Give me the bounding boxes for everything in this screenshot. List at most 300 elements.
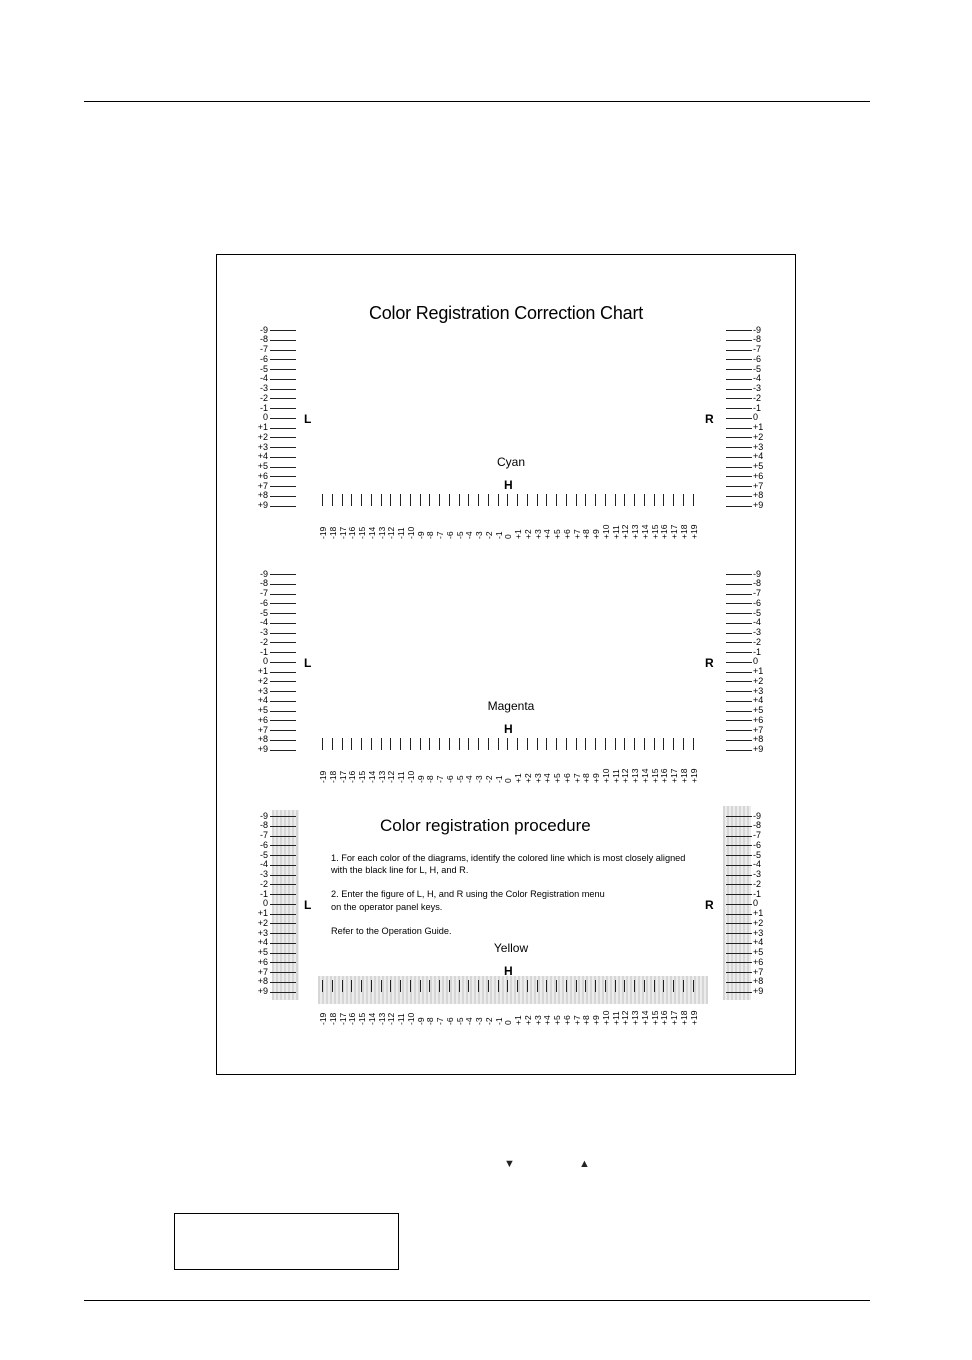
procedure-step1-line1: 1. For each color of the diagrams, identify the colored line which is most closely aligned [331, 853, 686, 863]
bottom-scale-label: -1 [493, 775, 504, 783]
right-scale-line [726, 816, 752, 817]
left-scale-label: +8 [257, 490, 268, 501]
chart-title: Color Registration Correction Chart [368, 303, 644, 323]
bottom-scale-line [654, 738, 655, 750]
bottom-scale-line [663, 494, 664, 506]
right-scale-label: -9 [753, 324, 762, 335]
bottom-scale-label: +6 [561, 529, 572, 539]
bottom-scale-label: 0 [503, 778, 514, 783]
right-scale-label: -8 [753, 820, 762, 831]
bottom-scale-label: +17 [669, 524, 679, 539]
procedure-step2-line2: on the operator panel keys. [331, 902, 443, 912]
left-scale-line [270, 398, 296, 399]
bottom-scale-line [566, 494, 567, 506]
right-scale-label: +6 [753, 714, 764, 725]
bottom-scale-label: +7 [571, 1015, 582, 1025]
bottom-scale-label: +15 [649, 1010, 660, 1025]
bottom-scale-line [488, 494, 489, 506]
right-scale-label: -6 [753, 839, 762, 850]
right-scale-line [726, 428, 752, 429]
bottom-scale-line [429, 738, 430, 750]
bottom-scale-line [654, 494, 655, 506]
bottom-scale-label: -17 [337, 770, 348, 783]
bottom-scale-line [624, 738, 625, 750]
left-scale-line [270, 836, 296, 837]
left-scale-label: 0 [262, 412, 268, 423]
bottom-scale-line [644, 980, 645, 992]
left-scale-label: +5 [257, 705, 268, 716]
bottom-scale-line [585, 980, 586, 992]
left-scale-label: +2 [257, 917, 268, 928]
left-scale-line [270, 720, 296, 721]
bottom-scale-line [644, 738, 645, 750]
bottom-scale-label: -17 [337, 1012, 348, 1025]
right-scale-line [726, 603, 752, 604]
bottom-scale-line [468, 738, 469, 750]
bottom-scale-line [634, 738, 635, 750]
right-scale-label: -4 [753, 859, 762, 870]
right-scale-label: -8 [753, 334, 762, 345]
bottom-scale-line [351, 980, 352, 992]
left-scale-label: +7 [257, 966, 268, 977]
right-scale-line [726, 330, 752, 331]
bottom-scale-label: +15 [649, 768, 660, 783]
bottom-scale-label: -12 [386, 526, 397, 539]
right-scale-label: -9 [753, 568, 762, 579]
left-scale-line [270, 447, 296, 448]
bottom-scale-label: -14 [366, 770, 377, 783]
left-scale-line [270, 982, 296, 983]
bottom-scale-label: +1 [513, 529, 523, 539]
left-scale-label: -1 [259, 646, 268, 657]
bottom-scale-line [673, 494, 674, 506]
bottom-scale-line [546, 738, 547, 750]
left-scale-label: 0 [262, 656, 268, 667]
bottom-scale-line [585, 738, 586, 750]
left-scale-label: +1 [257, 666, 268, 677]
right-scale-label: +8 [753, 976, 764, 987]
left-scale-label: -8 [259, 820, 268, 831]
right-scale-row [726, 745, 771, 756]
bottom-scale-label: +13 [630, 768, 640, 783]
bottom-scale-label: +4 [542, 1015, 553, 1025]
left-scale-label: -5 [259, 849, 268, 860]
bottom-scale-line [361, 738, 362, 750]
bottom-scale-label: +14 [639, 1010, 650, 1025]
right-scale-line [726, 486, 752, 487]
left-scale-label: -6 [259, 353, 268, 364]
up-triangle-icon: ▲ [579, 1158, 590, 1170]
left-scale-label: +9 [257, 744, 268, 755]
bottom-scale-label: -12 [386, 1012, 397, 1025]
bottom-scale-line [507, 738, 508, 750]
left-scale-label: -5 [259, 363, 268, 374]
bottom-scale-label: +1 [513, 1015, 523, 1025]
bottom-scale-label: +19 [688, 768, 699, 783]
bottom-scale-label: -8 [425, 531, 436, 539]
right-scale-label: -8 [753, 578, 762, 589]
right-scale-label: +4 [753, 695, 764, 706]
bottom-scale-label: +16 [659, 1010, 670, 1025]
bottom-scale-label: 0 [503, 1020, 514, 1025]
bottom-scale-label: +17 [669, 1010, 679, 1025]
bottom-scale-label: -13 [376, 770, 387, 783]
right-scale-label: -3 [753, 869, 762, 880]
bottom-scale-line [381, 980, 382, 992]
right-scale-label: -7 [753, 344, 762, 355]
left-scale-label: +6 [257, 470, 268, 481]
left-scale-label: +4 [257, 451, 268, 462]
bottom-scale-line [624, 494, 625, 506]
bottom-scale-label: -18 [327, 1012, 338, 1025]
left-scale-label: -4 [259, 859, 268, 870]
bottom-scale-label: -9 [415, 531, 426, 539]
left-scale-line [270, 379, 296, 380]
bottom-scale-label: +19 [688, 524, 699, 539]
right-scale-label: +2 [753, 431, 764, 442]
left-scale-label: +3 [257, 441, 268, 452]
right-scale-line [726, 476, 752, 477]
right-scale-label: +7 [753, 480, 764, 491]
right-scale-label: +9 [753, 986, 764, 997]
right-scale-label: -7 [753, 588, 762, 599]
bottom-scale-label: +6 [561, 773, 572, 783]
bottom-scale-line [351, 494, 352, 506]
left-scale-line [270, 894, 296, 895]
bottom-scale-line [439, 494, 440, 506]
right-scale-line [726, 914, 752, 915]
left-scale-label: +8 [257, 976, 268, 987]
left-scale-label: -5 [259, 607, 268, 618]
left-scale-row [250, 501, 296, 512]
left-scale-label: -1 [259, 402, 268, 413]
bottom-scale-label: 0 [503, 534, 514, 539]
right-scale-line [726, 633, 752, 634]
bottom-scale-label: +9 [591, 773, 601, 783]
bottom-scale-label: -19 [318, 770, 328, 783]
procedure-title: Color registration procedure [380, 816, 591, 835]
bottom-scale-label: -4 [464, 531, 475, 539]
left-scale-label: +1 [257, 422, 268, 433]
bottom-scale-label: -5 [454, 775, 465, 783]
bottom-scale-line [634, 494, 635, 506]
bottom-scale-label: -16 [347, 526, 358, 539]
section-color-name: Magenta [487, 699, 535, 713]
bottom-scale-line [517, 494, 518, 506]
bottom-scale-line [332, 494, 333, 506]
left-scale-line [270, 855, 296, 856]
bottom-scale-label: -3 [474, 531, 484, 539]
bottom-scale-line [693, 738, 694, 750]
bottom-scale-label: +1 [513, 773, 523, 783]
right-letter: R [705, 898, 714, 912]
h-letter: H [504, 722, 513, 736]
h-letter: H [504, 478, 513, 492]
bottom-scale-line [371, 980, 372, 992]
left-scale-line [270, 584, 296, 585]
bottom-scale-line [595, 738, 596, 750]
left-scale-label: +9 [257, 986, 268, 997]
bottom-scale-line [615, 980, 616, 992]
bottom-scale-label: -15 [357, 1012, 367, 1025]
left-scale-line [270, 962, 296, 963]
bottom-scale-line [478, 980, 479, 992]
bottom-scale-line [322, 980, 323, 992]
bottom-scale-label: -7 [435, 531, 445, 539]
left-scale-label: -2 [259, 392, 268, 403]
bottom-scale-line [459, 494, 460, 506]
bottom-scale-line [615, 738, 616, 750]
bottom-scale-label: +7 [571, 773, 582, 783]
down-triangle-icon: ▼ [504, 1158, 515, 1170]
bottom-scale-label: +6 [561, 1015, 572, 1025]
bottom-scale-line [507, 494, 508, 506]
left-scale-label: -9 [259, 810, 268, 821]
right-scale-line [726, 845, 752, 846]
left-scale-line [270, 875, 296, 876]
left-scale-label: +7 [257, 480, 268, 491]
bottom-scale-label: -8 [425, 1017, 436, 1025]
right-scale-line [726, 574, 752, 575]
left-scale-label: +3 [257, 685, 268, 696]
left-scale-label: -4 [259, 617, 268, 628]
left-scale-line [270, 389, 296, 390]
right-letter: R [705, 412, 714, 426]
bottom-scale-label: -12 [386, 770, 397, 783]
bottom-scale-label: +18 [678, 524, 689, 539]
right-scale-line [726, 447, 752, 448]
right-scale-line [726, 904, 752, 905]
bottom-scale-line [410, 494, 411, 506]
right-scale-label: +1 [753, 908, 764, 919]
bottom-scale-label: -2 [483, 775, 494, 783]
bottom-scale-line [400, 494, 401, 506]
right-scale-label: +7 [753, 724, 764, 735]
left-scale-label: +4 [257, 937, 268, 948]
left-scale-label: +9 [257, 500, 268, 511]
right-letter: R [705, 656, 714, 670]
right-scale-line [726, 359, 752, 360]
left-scale-line [270, 914, 296, 915]
bottom-scale-label: -15 [357, 526, 367, 539]
bottom-scale-label: +15 [649, 524, 660, 539]
bottom-scale-label: +9 [591, 1015, 601, 1025]
left-scale-line [270, 826, 296, 827]
bottom-scale-label: +13 [630, 1010, 640, 1025]
bottom-scale-label: +4 [542, 529, 553, 539]
bottom-scale-line [566, 980, 567, 992]
bottom-scale-line [537, 738, 538, 750]
right-scale-label: +3 [753, 927, 764, 938]
bottom-scale-line [537, 494, 538, 506]
bottom-scale-line [605, 980, 606, 992]
left-scale-line [270, 408, 296, 409]
left-letter: L [304, 412, 312, 426]
right-scale-line [726, 662, 752, 663]
bottom-scale-line [546, 980, 547, 992]
right-scale-label: -3 [753, 383, 762, 394]
bottom-scale-label: +17 [669, 768, 679, 783]
left-scale-line [270, 623, 296, 624]
bottom-scale-label: +7 [571, 529, 582, 539]
left-scale-label: +5 [257, 461, 268, 472]
right-scale-line [726, 962, 752, 963]
bottom-scale-line [439, 738, 440, 750]
bottom-scale-line [507, 980, 508, 992]
right-scale-line [726, 408, 752, 409]
bottom-scale-label: +10 [600, 768, 611, 783]
bottom-scale-line [488, 980, 489, 992]
bottom-scale-label: -5 [454, 1017, 465, 1025]
left-scale-line [270, 845, 296, 846]
bottom-scale-label: +16 [659, 524, 670, 539]
bottom-scale-label: -14 [366, 526, 377, 539]
right-scale-label: +8 [753, 490, 764, 501]
bottom-scale-label: -6 [444, 775, 455, 783]
right-scale-line [726, 340, 752, 341]
right-scale-label: -2 [753, 392, 762, 403]
bottom-scale-label: +14 [639, 524, 650, 539]
bottom-scale-label: +4 [542, 773, 553, 783]
left-scale-line [270, 816, 296, 817]
bottom-scale-label: +18 [678, 768, 689, 783]
bottom-scale-line [527, 494, 528, 506]
left-scale-label: -1 [259, 888, 268, 899]
bottom-scale-label: -3 [474, 775, 484, 783]
bottom-scale-line [556, 738, 557, 750]
right-scale-line [726, 750, 752, 751]
left-scale-label: -3 [259, 383, 268, 394]
right-scale-line [726, 992, 752, 993]
bottom-scale-label: -19 [318, 1012, 328, 1025]
bottom-scale-label: -6 [444, 1017, 455, 1025]
right-scale-line [726, 982, 752, 983]
left-scale-line [270, 613, 296, 614]
bottom-scale-label: -11 [396, 527, 406, 539]
bottom-scale-line [322, 738, 323, 750]
procedure-step1-line2: with the black line for L, H, and R. [331, 865, 469, 875]
left-scale-line [270, 642, 296, 643]
section-color-name: Cyan [496, 455, 525, 469]
left-letter: L [304, 656, 312, 670]
bottom-scale-line [683, 738, 684, 750]
left-scale-label: -6 [259, 839, 268, 850]
left-scale-line [270, 340, 296, 341]
left-scale-line [270, 662, 296, 663]
bottom-scale-line [673, 980, 674, 992]
bottom-scale-line [361, 494, 362, 506]
right-scale-line [726, 642, 752, 643]
right-scale-line [726, 894, 752, 895]
yellow-bottom-shade [318, 976, 708, 1004]
bottom-scale-line [478, 738, 479, 750]
bottom-scale-label: -13 [376, 1012, 387, 1025]
bottom-scale-line [400, 738, 401, 750]
bottom-scale-label: +12 [620, 1010, 631, 1025]
left-scale-label: +3 [257, 927, 268, 938]
right-scale-line [726, 594, 752, 595]
bottom-scale-line [566, 738, 567, 750]
bottom-scale-label: +2 [522, 529, 533, 539]
bottom-scale-line [693, 980, 694, 992]
left-scale-label: -3 [259, 869, 268, 880]
bottom-scale-label: -18 [327, 526, 338, 539]
right-scale-line [726, 691, 752, 692]
left-scale-label: -3 [259, 627, 268, 638]
bottom-scale-line [615, 494, 616, 506]
right-scale-line [726, 506, 752, 507]
right-scale-label: +2 [753, 675, 764, 686]
bottom-scale-line [673, 738, 674, 750]
bottom-scale-line [381, 738, 382, 750]
left-scale-line [270, 691, 296, 692]
bottom-scale-line [342, 494, 343, 506]
bottom-scale-label: -10 [405, 770, 416, 783]
left-scale-line [270, 359, 296, 360]
left-scale-line [270, 681, 296, 682]
bottom-scale-line [429, 494, 430, 506]
left-scale-label: +5 [257, 947, 268, 958]
left-letter: L [304, 898, 312, 912]
right-scale-label: +4 [753, 937, 764, 948]
left-scale-line [270, 574, 296, 575]
right-scale-line [726, 730, 752, 731]
bottom-scale-line [449, 980, 450, 992]
bottom-scale-label: +9 [591, 529, 601, 539]
bottom-scale-line [634, 980, 635, 992]
bottom-scale-line [527, 738, 528, 750]
bottom-scale-label: +12 [620, 524, 631, 539]
left-scale-line [270, 730, 296, 731]
bottom-scale-label: +11 [610, 769, 621, 783]
left-scale-line [270, 884, 296, 885]
left-scale-line [270, 418, 296, 419]
right-scale-label: +5 [753, 947, 764, 958]
bottom-scale-label: -9 [415, 775, 426, 783]
bottom-scale-line [429, 980, 430, 992]
right-scale-label: -5 [753, 363, 762, 374]
bottom-scale-line [576, 738, 577, 750]
bottom-scale-label: +3 [532, 529, 543, 539]
right-scale-row [726, 501, 771, 512]
bottom-scale-label: -11 [396, 1013, 406, 1025]
bottom-scale-line [332, 980, 333, 992]
bottom-scale-line [576, 494, 577, 506]
right-scale-line [726, 720, 752, 721]
bottom-scale-label: -4 [464, 775, 475, 783]
left-scale-label: +4 [257, 695, 268, 706]
procedure-step2-line1: 2. Enter the figure of L, H, and R using the Color Registration menu [331, 889, 605, 899]
bottom-scale-line [498, 494, 499, 506]
left-scale-line [270, 594, 296, 595]
bottom-scale-label: -13 [376, 526, 387, 539]
left-scale-label: -7 [259, 830, 268, 841]
bottom-scale-line [644, 494, 645, 506]
bottom-scale-line [527, 980, 528, 992]
right-scale-line [726, 379, 752, 380]
bottom-scale-line [371, 494, 372, 506]
right-scale-line [726, 875, 752, 876]
bottom-scale-line [449, 738, 450, 750]
bottom-scale-line [556, 494, 557, 506]
left-scale-line [270, 740, 296, 741]
right-scale-label: -2 [753, 878, 762, 889]
right-scale-line [726, 672, 752, 673]
right-scale-line [726, 933, 752, 934]
bottom-scale-line [459, 980, 460, 992]
left-scale-line [270, 369, 296, 370]
left-scale-label: +2 [257, 431, 268, 442]
